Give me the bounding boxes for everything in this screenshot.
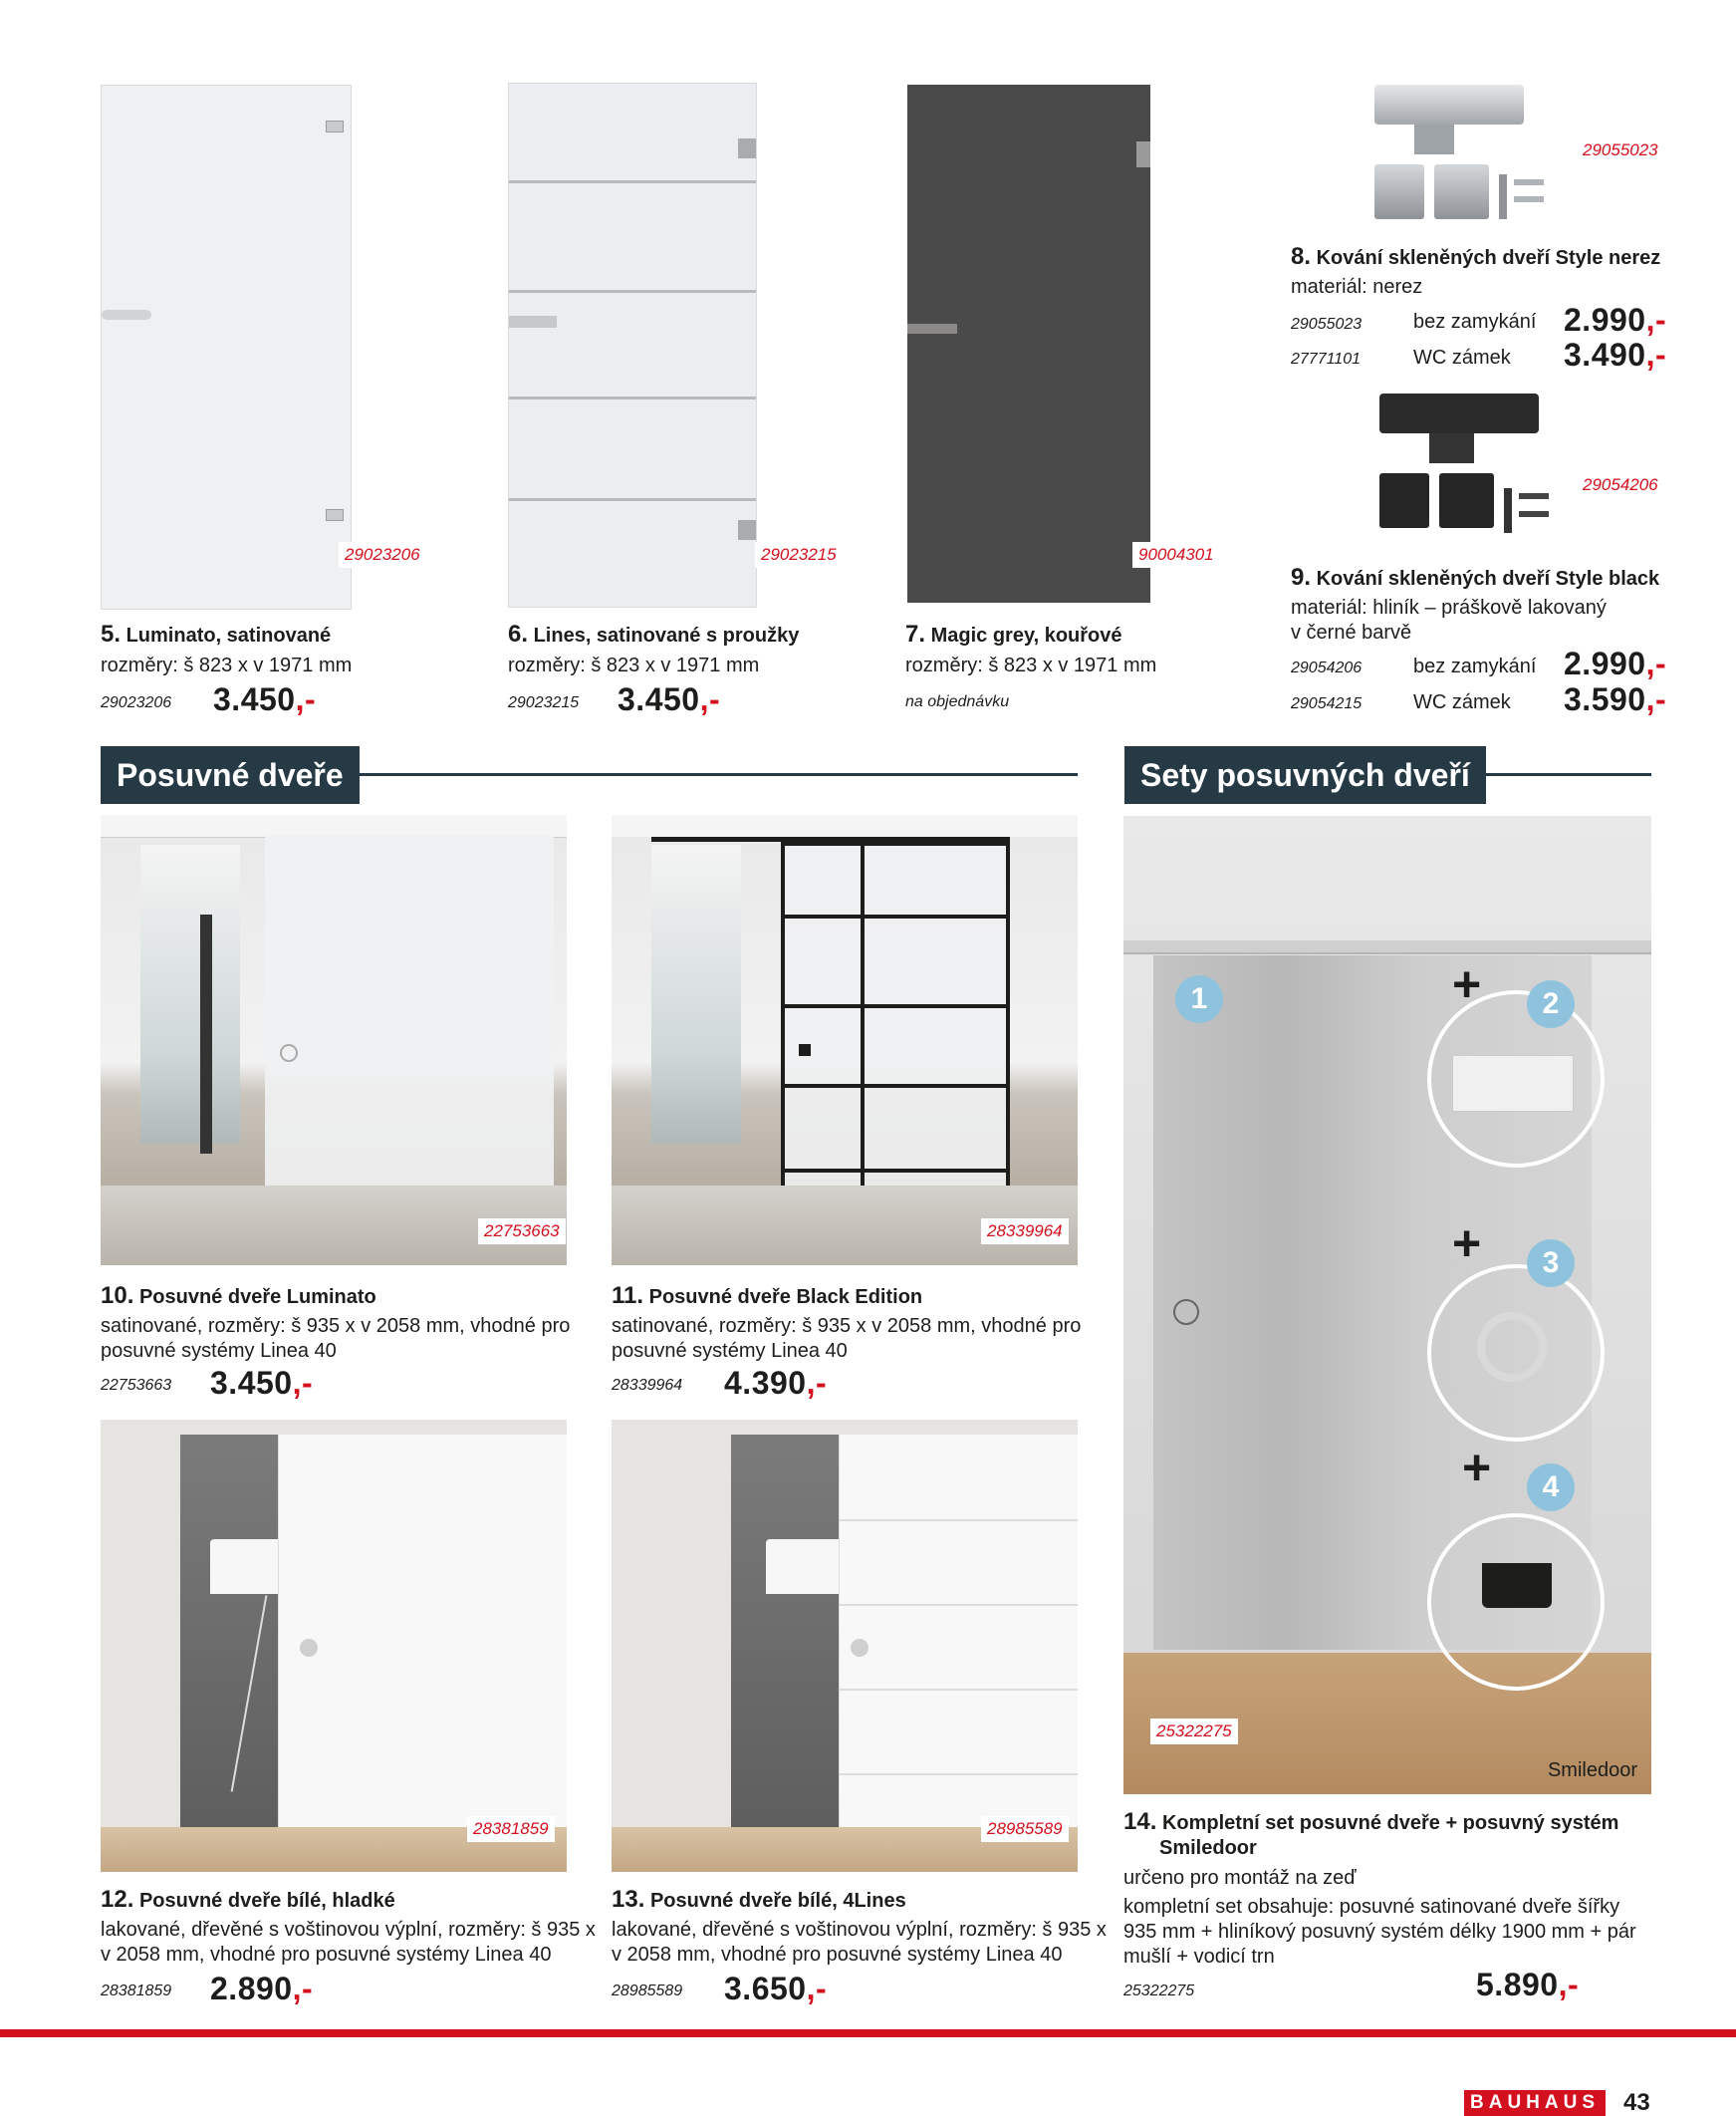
product-code-tag-13: 28985589: [981, 1816, 1069, 1842]
product-code-tag-5: 29023206: [339, 542, 426, 568]
product-title-8: 8. Kování skleněných dveří Style nerez: [1291, 243, 1661, 270]
product-desc-14-line3: 935 mm + hliníkový posuvný systém délky 1900 mm + pár: [1123, 1921, 1636, 1943]
product-desc-5: rozměry: š 823 x v 1971 mm: [101, 655, 353, 676]
step-badge-1: 1: [1175, 975, 1223, 1023]
product-desc-14-line2: kompletní set obsahuje: posuvné satinované dveře šířky: [1123, 1896, 1620, 1918]
variant-label-8b: WC zámek: [1413, 347, 1511, 369]
product-desc-11: satinované, rozměry: š 935 x v 2058 mm, vhodné pro: [612, 1315, 1082, 1337]
product-image-7: [907, 85, 1150, 603]
order-note-7: na objednávku: [905, 693, 1010, 710]
product-code-tag-14: 25322275: [1150, 1719, 1238, 1744]
product-image-9: [1369, 394, 1554, 543]
product-desc-12-line2: v 2058 mm, vhodné pro posuvné systémy Linea 40: [101, 1944, 552, 1966]
product-price-6: 3.450,-: [618, 681, 721, 717]
product-desc-14: určeno pro montáž na zeď: [1123, 1867, 1357, 1889]
section-header-sliding-doors: Posuvné dveře: [101, 746, 360, 804]
product-material-9: materiál: hliník – práškově lakovaný: [1291, 597, 1607, 619]
page-number: 43: [1623, 2089, 1650, 2116]
product-code-10: 22753663: [101, 1377, 172, 1394]
product-desc-6: rozměry: š 823 x v 1971 mm: [508, 655, 760, 676]
product-desc-13: lakované, dřevěné s voštinovou výplní, rozměry: š 935 x: [612, 1919, 1107, 1941]
variant-label-9b: WC zámek: [1413, 691, 1511, 713]
product-desc-14-line4: mušlí + vodicí trn: [1123, 1946, 1275, 1968]
product-desc-10: satinované, rozměry: š 935 x v 2058 mm, vhodné pro: [101, 1315, 571, 1337]
product-code-tag-12: 28381859: [467, 1816, 555, 1842]
product-title-11: 11. Posuvné dveře Black Edition: [612, 1282, 923, 1309]
product-code-12: 28381859: [101, 1983, 172, 1999]
product-code-11: 28339964: [612, 1377, 683, 1394]
product-code-tag-10: 22753663: [478, 1218, 566, 1244]
product-code-13: 28985589: [612, 1983, 683, 1999]
variant-price-8b: 3.490,-: [1564, 337, 1667, 373]
product-desc-11-line2: posuvné systémy Linea 40: [612, 1340, 848, 1362]
variant-code-8b: 27771101: [1291, 351, 1361, 368]
section-divider-sets: [1482, 773, 1651, 776]
section-divider-sliding: [359, 773, 1078, 776]
product-price-12: 2.890,-: [210, 1971, 314, 2006]
product-image-12: [101, 1420, 567, 1872]
variant-price-9a: 2.990,-: [1564, 646, 1667, 681]
product-desc-13-line2: v 2058 mm, vhodné pro posuvné systémy Linea 40: [612, 1944, 1063, 1966]
product-image-10: [101, 815, 567, 1265]
product-code-14: 25322275: [1123, 1983, 1195, 1999]
product-image-13: [612, 1420, 1078, 1872]
product-code-tag-7: 90004301: [1132, 542, 1220, 568]
variant-price-9b: 3.590,-: [1564, 681, 1667, 717]
product-material-9-line2: v černé barvě: [1291, 622, 1412, 644]
variant-label-9a: bez zamykání: [1413, 656, 1537, 677]
product-title-10: 10. Posuvné dveře Luminato: [101, 1282, 376, 1309]
product-code-tag-6: 29023215: [755, 542, 843, 568]
product-code-5: 29023206: [101, 694, 172, 711]
footer-red-line: [0, 2029, 1736, 2037]
product-title-14: 14. Kompletní set posuvné dveře + posuvný systém: [1123, 1808, 1619, 1835]
product-code-tag-8: 29055023: [1577, 137, 1664, 163]
product-title-5: 5. Luminato, satinované: [101, 621, 332, 648]
plus-icon: +: [1452, 956, 1482, 1012]
product-desc-7: rozměry: š 823 x v 1971 mm: [905, 655, 1157, 676]
product-desc-12: lakované, dřevěné s voštinovou výplní, rozměry: š 935 x: [101, 1919, 596, 1941]
product-code-6: 29023215: [508, 694, 580, 711]
product-title-12: 12. Posuvné dveře bílé, hladké: [101, 1886, 395, 1913]
variant-code-8a: 29055023: [1291, 316, 1363, 333]
product-code-tag-11: 28339964: [981, 1218, 1069, 1244]
product-price-10: 3.450,-: [210, 1365, 314, 1401]
variant-code-9a: 29054206: [1291, 660, 1363, 676]
product-image-5: [101, 85, 352, 610]
product-image-11: [612, 815, 1078, 1265]
plus-icon: +: [1452, 1215, 1482, 1271]
variant-code-9b: 29054215: [1291, 695, 1363, 712]
product-image-6: [508, 83, 757, 608]
product-price-14: 5.890,-: [1476, 1967, 1580, 2002]
variant-price-8a: 2.990,-: [1564, 302, 1667, 338]
product-material-8: materiál: nerez: [1291, 276, 1423, 298]
product-title-6: 6. Lines, satinované s proužky: [508, 621, 800, 648]
product-price-13: 3.650,-: [724, 1971, 828, 2006]
product-title-14-line2: Smiledoor: [1159, 1837, 1257, 1859]
product-title-13: 13. Posuvné dveře bílé, 4Lines: [612, 1886, 906, 1913]
product-image-8: [1364, 85, 1546, 229]
brand-label: Smiledoor: [1547, 1759, 1637, 1781]
product-price-11: 4.390,-: [724, 1365, 828, 1401]
section-header-door-sets: Sety posuvných dveří: [1124, 746, 1486, 804]
product-title-9: 9. Kování skleněných dveří Style black: [1291, 564, 1660, 591]
step-badge-4: 4: [1527, 1463, 1575, 1511]
step-badge-2: 2: [1527, 980, 1575, 1028]
product-image-14: [1123, 816, 1651, 1794]
step-badge-3: 3: [1527, 1239, 1575, 1287]
product-code-tag-9: 29054206: [1577, 472, 1664, 498]
plus-icon: +: [1462, 1440, 1492, 1495]
bauhaus-logo: BAUHAUS: [1464, 2090, 1606, 2116]
product-desc-10-line2: posuvné systémy Linea 40: [101, 1340, 337, 1362]
variant-label-8a: bez zamykání: [1413, 311, 1537, 333]
product-title-7: 7. Magic grey, kouřové: [905, 621, 1122, 648]
product-price-5: 3.450,-: [213, 681, 317, 717]
